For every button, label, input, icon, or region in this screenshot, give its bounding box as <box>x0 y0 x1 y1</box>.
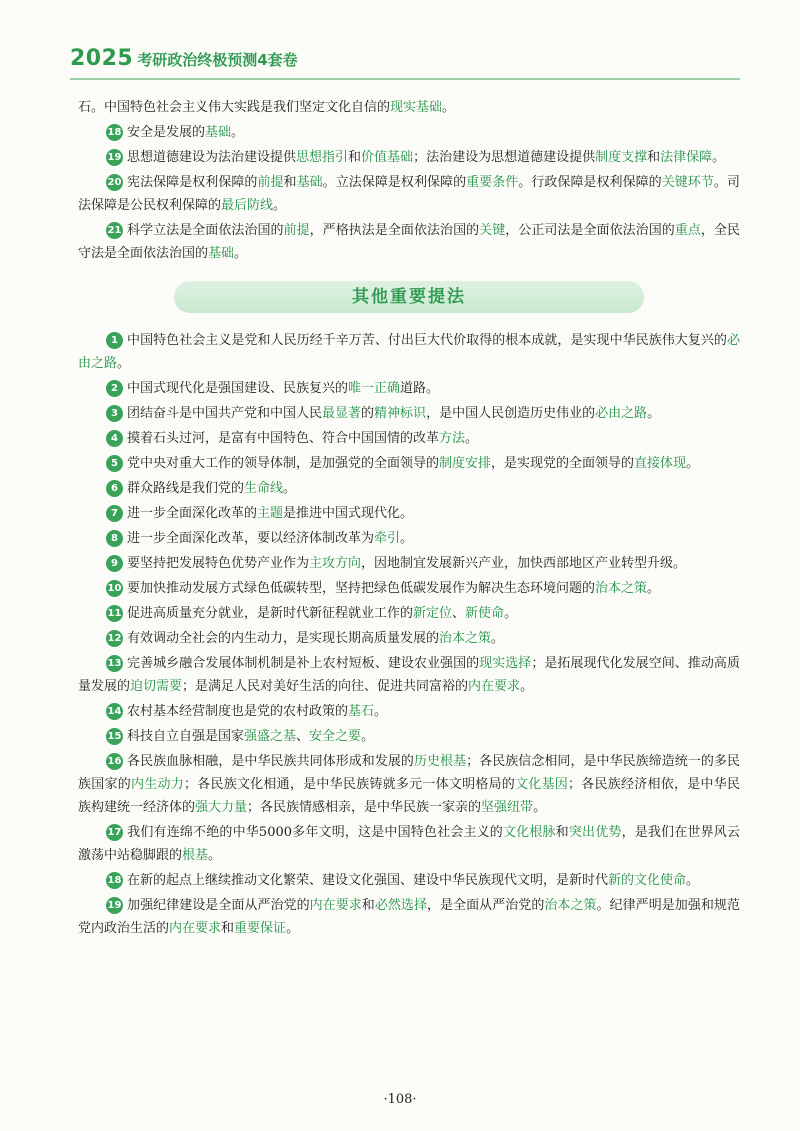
key-term: 强大力量 <box>195 800 248 815</box>
key-term: 治本之策 <box>439 631 492 646</box>
key-term: 唯一正确 <box>348 381 401 396</box>
item-number-badge: 18 <box>106 872 123 889</box>
item-text: 摸着石头过河，是富有中国特色、符合中国国情的改革 <box>127 431 440 446</box>
key-term: 文化根脉 <box>502 825 556 840</box>
section-other-items <box>78 329 740 940</box>
key-term: 主攻方向 <box>309 556 362 571</box>
key-term: 迫切需要 <box>130 679 183 694</box>
item-text: ；各民族文化相通，是中华民族铸就多元一体文明格局的 <box>183 777 516 792</box>
item-number-badge: 4 <box>106 430 123 447</box>
item-text: 。 <box>533 800 547 815</box>
item-text: 。行政保障是权利保障的 <box>518 175 662 190</box>
item-text: 和 <box>361 898 375 913</box>
key-term: 重点 <box>674 223 701 238</box>
item-text: 。 <box>208 848 222 863</box>
header-divider <box>70 78 740 80</box>
item-text: 的 <box>361 406 375 421</box>
item-text: 。 <box>273 198 287 213</box>
key-term: 现实基础 <box>390 100 443 115</box>
item-number-badge: 10 <box>106 580 123 597</box>
item-text: 。 <box>712 150 726 165</box>
key-term: 必由之路 <box>595 406 648 421</box>
key-term: 历史根基 <box>413 754 467 769</box>
key-term: 关键环节 <box>661 175 714 190</box>
item-text: ；各民族信念相同，是中华民族缔造统一的多民族国家的 <box>78 754 740 792</box>
item-text: 。 <box>400 531 414 546</box>
item-text: 和 <box>647 150 661 165</box>
item-number-badge: 14 <box>106 703 123 720</box>
list-item <box>78 869 740 892</box>
key-term: 基础 <box>296 175 323 190</box>
key-term: 内在要求 <box>468 679 521 694</box>
key-term: 治本之策 <box>595 581 648 596</box>
item-text: 、 <box>296 729 310 744</box>
item-number-badge: 7 <box>106 505 123 522</box>
item-text: 是推进中国式现代化。 <box>283 506 414 521</box>
list-item <box>78 146 740 169</box>
header-year: 2025 <box>70 46 134 71</box>
item-number-badge: 21 <box>106 222 123 239</box>
item-number-badge: 6 <box>106 480 123 497</box>
key-term: 基础 <box>208 246 235 261</box>
list-item <box>78 452 740 475</box>
item-text: 道路。 <box>400 381 440 396</box>
item-text: 。 <box>686 873 700 888</box>
item-text: ，是我们在世界风云激荡中站稳脚跟的 <box>78 825 740 863</box>
item-text: 有效调动全社会的内生动力，是实现长期高质量发展的 <box>127 631 440 646</box>
key-term: 必由之路 <box>78 333 740 371</box>
key-term: 直接体现 <box>634 456 687 471</box>
item-text: 中国特色社会主义是党和人民历经千辛万苦、付出巨大代价取得的根本成就，是实现中华民族伟大复兴的 <box>127 333 727 348</box>
item-text: 。 <box>504 606 518 621</box>
key-term: 现实选择 <box>479 656 532 671</box>
key-term: 重要保证 <box>234 921 287 936</box>
item-text: ；各民族情感相亲，是中华民族一家亲的 <box>247 800 482 815</box>
item-number-badge: 3 <box>106 405 123 422</box>
item-text: 和 <box>221 921 235 936</box>
item-text: 中国式现代化是强国建设、民族复兴的 <box>127 381 349 396</box>
item-text: 宪法保障是权利保障的 <box>127 175 258 190</box>
key-term: 必然选择 <box>374 898 427 913</box>
item-text: 。 <box>491 631 505 646</box>
item-text: 。 <box>374 704 388 719</box>
item-text: 。 <box>286 921 300 936</box>
item-number-badge: 17 <box>106 824 123 841</box>
key-term: 制度支撑 <box>595 150 648 165</box>
item-text: 完善城乡融合发展体制机制是补上农村短板、建设农业强国的 <box>127 656 480 671</box>
key-term: 方法 <box>439 431 466 446</box>
list-item <box>78 700 740 723</box>
page-number: ·108· <box>383 1092 417 1107</box>
list-item <box>78 121 740 144</box>
item-text: 群众路线是我们党的 <box>127 481 245 496</box>
item-text: 。 <box>442 100 456 115</box>
item-number-badge: 19 <box>106 149 123 166</box>
list-item <box>78 427 740 450</box>
item-number-badge: 20 <box>106 174 123 191</box>
item-text: 安全是发展的 <box>127 125 206 140</box>
page-content <box>78 96 740 942</box>
item-number-badge: 9 <box>106 555 123 572</box>
item-text: ，公正司法是全面依法治国的 <box>505 223 675 238</box>
item-text: 。 <box>647 581 661 596</box>
item-text: 科技自立自强是国家 <box>127 729 245 744</box>
item-text: 。 <box>234 246 248 261</box>
list-item <box>78 502 740 525</box>
item-text: 。纪律严明是加强和规范党内政治生活的 <box>78 898 740 936</box>
key-term: 主题 <box>257 506 284 521</box>
item-text: ，全民守法是全面依法治国的 <box>78 223 740 261</box>
item-text: ，严格执法是全面依法治国的 <box>309 223 480 238</box>
item-text: ，是实现党的全面领导的 <box>491 456 635 471</box>
item-number-badge: 18 <box>106 124 123 141</box>
key-term: 强盛之基 <box>244 729 297 744</box>
list-item <box>78 602 740 625</box>
key-term: 内生动力 <box>130 777 184 792</box>
key-term: 新定位 <box>413 606 453 621</box>
item-text: 在新的起点上继续推动文化繁荣、建设文化强国、建设中华民族现代文明，是新时代 <box>127 873 609 888</box>
item-text: 团结奋斗是中国共产党和中国人民 <box>127 406 323 421</box>
item-text: 石。中国特色社会主义伟大实践是我们坚定文化自信的 <box>78 100 391 115</box>
list-item <box>78 96 740 119</box>
item-text: 。 <box>686 456 700 471</box>
item-text: 。 <box>283 481 297 496</box>
item-number-badge: 13 <box>106 655 123 672</box>
item-text: 农村基本经营制度也是党的农村政策的 <box>127 704 349 719</box>
list-item <box>78 652 740 698</box>
list-item <box>78 527 740 550</box>
item-number-badge: 5 <box>106 455 123 472</box>
item-text: 加强纪律建设是全面从严治党的 <box>127 898 310 913</box>
key-term: 关键 <box>479 223 506 238</box>
item-number-badge: 2 <box>106 380 123 397</box>
item-text: ；是满足人民对美好生活的向往、促进共同富裕的 <box>182 679 469 694</box>
item-number-badge: 16 <box>106 753 123 770</box>
key-term: 生命线 <box>244 481 284 496</box>
list-item <box>78 750 740 819</box>
section-banner <box>174 281 644 313</box>
list-item <box>78 171 740 217</box>
key-term: 内在要求 <box>169 921 222 936</box>
list-item <box>78 552 740 575</box>
item-number-badge: 8 <box>106 530 123 547</box>
item-number-badge: 12 <box>106 630 123 647</box>
list-item <box>78 894 740 940</box>
item-text: 思想道德建设为法治建设提供 <box>127 150 297 165</box>
item-text: 各民族血脉相融，是中华民族共同体形成和发展的 <box>127 754 414 769</box>
item-text: 和 <box>348 150 362 165</box>
key-term: 突出优势 <box>568 825 622 840</box>
item-text: ，是中国人民创造历史伟业的 <box>426 406 596 421</box>
item-text: 党中央对重大工作的领导体制，是加强党的全面领导的 <box>127 456 440 471</box>
list-item <box>78 627 740 650</box>
list-item <box>78 377 740 400</box>
key-term: 坚强纽带 <box>481 800 534 815</box>
header-title: 考研政治终极预测4套卷 <box>137 51 298 69</box>
key-term: 重要条件 <box>466 175 519 190</box>
list-item <box>78 821 740 867</box>
list-item <box>78 329 740 375</box>
item-text: 。 <box>647 406 661 421</box>
list-item <box>78 219 740 265</box>
item-text: 。 <box>117 356 131 371</box>
key-term: 思想指引 <box>296 150 349 165</box>
key-term: 牵引 <box>374 531 401 546</box>
item-text: 。 <box>465 431 479 446</box>
item-text: 。 <box>231 125 245 140</box>
key-term: 制度安排 <box>439 456 492 471</box>
list-item <box>78 577 740 600</box>
item-text: 要坚持把发展特色优势产业作为 <box>127 556 310 571</box>
item-text: ；是拓展现代化发展空间、推动高质量发展的 <box>78 656 740 694</box>
list-item <box>78 402 740 425</box>
item-text: 要加快推动发展方式绿色低碳转型，坚持把绿色低碳发展作为解决生态环境问题的 <box>127 581 596 596</box>
key-term: 基石 <box>348 704 375 719</box>
item-text: ，因地制宜发展新兴产业，加快西部地区产业转型升级。 <box>361 556 687 571</box>
item-text: 促进高质量充分就业，是新时代新征程就业工作的 <box>127 606 414 621</box>
key-term: 新的文化使命 <box>608 873 687 888</box>
key-term: 新使命 <box>465 606 505 621</box>
item-text: 科学立法是全面依法治国的 <box>127 223 284 238</box>
item-text: 进一步全面深化改革，要以经济体制改革为 <box>127 531 375 546</box>
key-term: 治本之策 <box>544 898 597 913</box>
key-term: 安全之要 <box>309 729 362 744</box>
key-term: 前提 <box>257 175 284 190</box>
item-number-badge: 1 <box>106 332 123 349</box>
list-item <box>78 725 740 748</box>
key-term: 精神标识 <box>374 406 427 421</box>
item-text: 。立法保障是权利保障的 <box>322 175 467 190</box>
item-text: 和 <box>555 825 569 840</box>
item-text: ；各民族经济相依，是中华民族构建统一经济体的 <box>78 777 740 815</box>
page-header <box>70 46 298 71</box>
item-text: ，是全面从严治党的 <box>427 898 545 913</box>
section-title: 其他重要提法 <box>352 287 466 307</box>
key-term: 前提 <box>283 223 310 238</box>
item-number-badge: 15 <box>106 728 123 745</box>
section-legal-items <box>78 96 740 265</box>
item-text: 、 <box>452 606 466 621</box>
key-term: 法律保障 <box>660 150 713 165</box>
item-text: ；法治建设为思想道德建设提供 <box>413 150 596 165</box>
item-text: 。 <box>520 679 534 694</box>
item-number-badge: 11 <box>106 605 123 622</box>
key-term: 文化基因 <box>515 777 569 792</box>
key-term: 最显著 <box>322 406 362 421</box>
item-text: 进一步全面深化改革的 <box>127 506 258 521</box>
key-term: 基础 <box>205 125 232 140</box>
item-text: 和 <box>283 175 297 190</box>
item-text: 。 <box>361 729 375 744</box>
item-number-badge: 19 <box>106 897 123 914</box>
key-term: 最后防线 <box>221 198 274 213</box>
item-text: 。司法保障是公民权利保障的 <box>78 175 740 213</box>
list-item <box>78 477 740 500</box>
key-term: 内在要求 <box>309 898 362 913</box>
key-term: 价值基础 <box>361 150 414 165</box>
item-text: 我们有连绵不绝的中华5000多年文明，这是中国特色社会主义的 <box>127 825 503 840</box>
key-term: 根基 <box>182 848 209 863</box>
